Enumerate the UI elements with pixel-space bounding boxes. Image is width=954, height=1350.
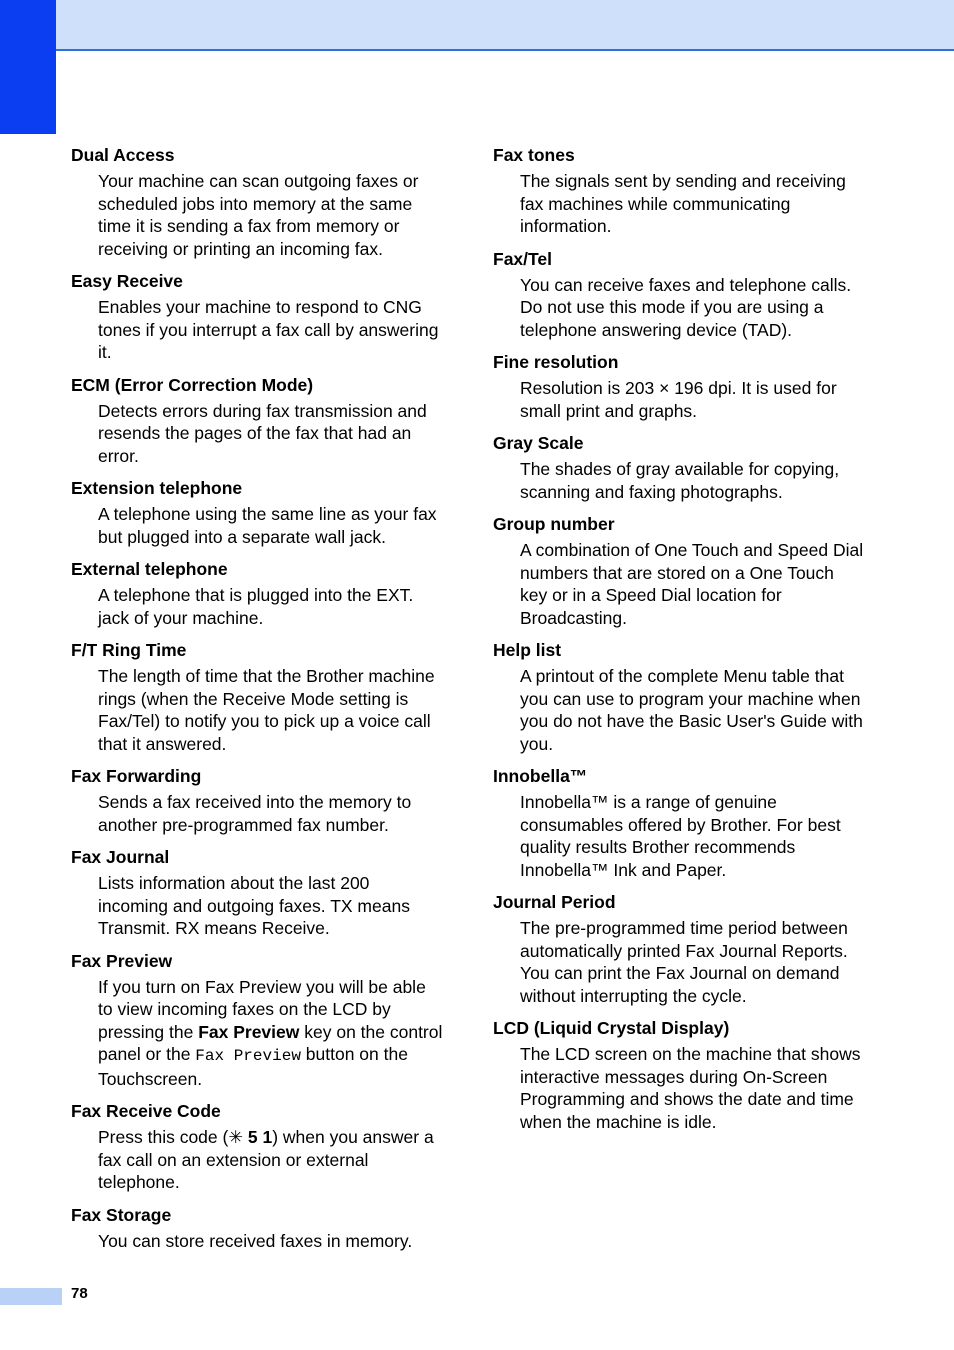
chapter-tab	[0, 0, 56, 134]
glossary-definition: A printout of the complete Menu table that you can use to program your machine when you do not have the Basic User's Guide with you.	[520, 666, 863, 754]
touchscreen-button-name: Fax Preview	[195, 1047, 301, 1065]
glossary-definition: Innobella™ is a range of genuine consumables offered by Brother. For best quality results Brother recommends Innobella™ Ink and Paper.	[520, 792, 841, 880]
definition-text: key on the control panel or the	[98, 1021, 443, 1064]
glossary-entry	[71, 144, 443, 260]
glossary-definition: The signals sent by sending and receiving fax machines while communicating information.	[520, 171, 846, 236]
definition-text: ) when you answer a fax call on an extension or external telephone.	[98, 1127, 434, 1192]
glossary-term: Journal Period	[493, 892, 616, 912]
glossary-entry	[71, 270, 443, 364]
glossary-entry	[71, 846, 443, 940]
glossary-definition: Lists information about the last 200 incoming and outgoing faxes. TX means Transmit. RX means Receive.	[98, 873, 410, 938]
glossary-term: Fax Receive Code	[71, 1101, 221, 1121]
glossary-term: Fax tones	[493, 145, 575, 165]
glossary-entry	[493, 432, 865, 503]
glossary-definition: The shades of gray available for copying, scanning and faxing photographs.	[520, 459, 840, 502]
glossary-entry	[71, 558, 443, 629]
definition-text: If you turn on Fax Preview you will be able to view incoming faxes on the LCD by pressing the	[98, 976, 426, 1042]
glossary-entry	[493, 891, 865, 1007]
glossary-term: Group number	[493, 514, 615, 534]
glossary-definition: Sends a fax received into the memory to another pre-programmed fax number.	[98, 792, 412, 835]
glossary-term: LCD (Liquid Crystal Display)	[493, 1018, 730, 1038]
glossary-definition: Resolution is 203 × 196 dpi. It is used for small print and graphs.	[520, 378, 837, 421]
glossary-term: Fine resolution	[493, 352, 619, 372]
definition-text: Press this code (	[98, 1127, 229, 1147]
glossary-entry	[71, 477, 443, 548]
glossary-term: Fax Storage	[71, 1204, 172, 1225]
glossary-entry	[493, 639, 865, 755]
glossary-term: External telephone	[71, 559, 228, 579]
glossary-entry	[493, 1017, 865, 1133]
glossary-entry	[493, 248, 865, 342]
glossary-definition: A telephone that is plugged into the EXT. jack of your machine.	[98, 585, 414, 628]
glossary-definition: The pre-programmed time period between automatically printed Fax Journal Reports. You can print the Fax Journal on demand without interrupting the cycle.	[520, 918, 848, 1006]
glossary-entry	[493, 765, 865, 881]
glossary-term: Dual Access	[71, 145, 175, 165]
glossary-term: Innobella™	[493, 766, 588, 786]
star-icon: ✳	[228, 1127, 243, 1147]
glossary-term: Help list	[493, 640, 562, 660]
glossary-entry	[493, 351, 865, 422]
glossary-term: Fax Journal	[71, 847, 170, 867]
glossary-entry	[71, 374, 443, 468]
header-band	[0, 0, 954, 51]
key-name: Fax Preview	[198, 1021, 300, 1042]
glossary-definition: A combination of One Touch and Speed Dial numbers that are stored on a One Touch key or in a Speed Dial location for Broadcasting.	[520, 540, 864, 628]
glossary-definition: The LCD screen on the machine that shows interactive messages during On-Screen Programming and shows the date and time when the machine is idle.	[520, 1044, 861, 1132]
glossary-entry-fax-storage	[71, 1204, 443, 1253]
definition-text: button on the Touchscreen.	[98, 1044, 408, 1089]
glossary-term: Gray Scale	[493, 433, 584, 453]
glossary-term: ECM (Error Correction Mode)	[71, 374, 314, 395]
glossary-definition	[98, 1126, 443, 1194]
glossary-entry-fax-receive-code	[71, 1100, 443, 1194]
glossary-definition: You can store received faxes in memory.	[98, 1230, 413, 1251]
glossary-term: Extension telephone	[71, 478, 243, 498]
glossary-entry	[493, 513, 865, 629]
glossary-definition: The length of time that the Brother machine rings (when the Receive Mode setting is Fax/Tel) to notify you to pick up a voice call that it answered.	[98, 666, 435, 754]
glossary-definition: Enables your machine to respond to CNG tones if you interrupt a fax call by answering it.	[98, 297, 439, 362]
glossary-term: Fax/Tel	[493, 248, 553, 269]
glossary-definition	[98, 976, 443, 1091]
glossary-entry	[71, 765, 443, 836]
glossary-term: Fax Preview	[71, 950, 173, 971]
page-number: 78	[71, 1285, 88, 1302]
glossary-left-column	[71, 144, 443, 1262]
glossary-entry	[493, 144, 865, 238]
receive-code: 5 1	[243, 1127, 273, 1147]
glossary-term: Easy Receive	[71, 271, 183, 291]
glossary-right-column	[493, 144, 865, 1143]
glossary-entry	[71, 639, 443, 755]
footer-band	[0, 1288, 62, 1305]
glossary-definition: Detects errors during fax transmission and resends the pages of the fax that had an error.	[98, 400, 427, 466]
glossary-definition: You can receive faxes and telephone calls. Do not use this mode if you are using a telephone answering device (TAD).	[520, 274, 852, 340]
glossary-definition: Your machine can scan outgoing faxes or scheduled jobs into memory at the same time it is sending a fax from memory or receiving or printing an incoming fax.	[98, 171, 419, 259]
glossary-term: F/T Ring Time	[71, 640, 187, 660]
glossary-term: Fax Forwarding	[71, 766, 202, 786]
glossary-definition: A telephone using the same line as your fax but plugged into a separate wall jack.	[98, 504, 437, 547]
glossary-entry-fax-preview	[71, 950, 443, 1091]
